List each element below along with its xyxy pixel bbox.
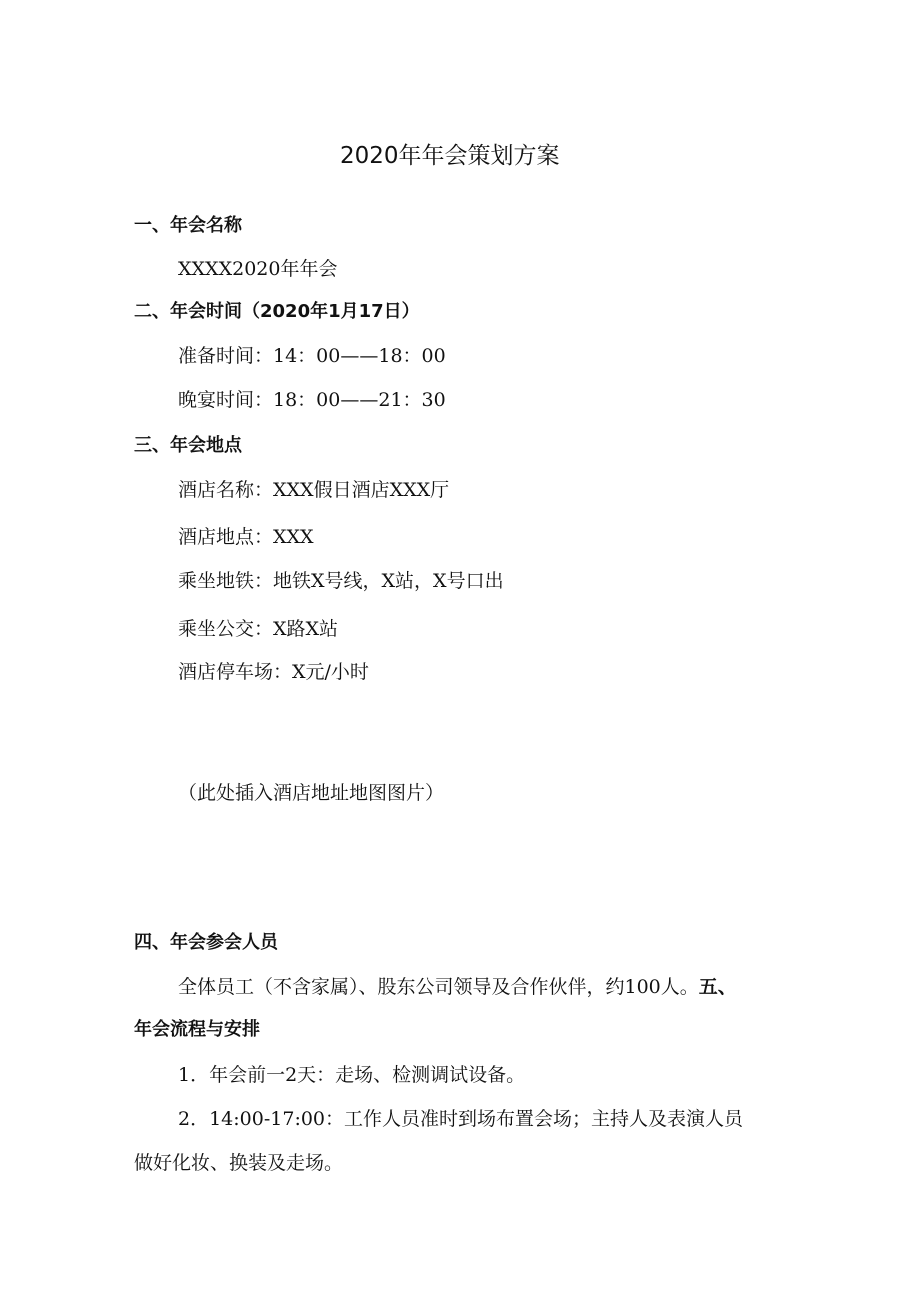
attendees-text [178, 975, 737, 999]
process-item-1: 1．年会前一2天：走场、检测调试设备。 [178, 1064, 526, 1086]
section-heading-location: 三、年会地点 [134, 435, 242, 456]
process-item-2: 2．14:00-17:00：工作人员准时到场布置会场；主持人及表演人员 [178, 1108, 744, 1130]
subway-text: 乘坐地铁：地铁X号线，X站，X号口出 [178, 570, 504, 592]
prep-time-text: 准备时间：14：00——18：00 [178, 345, 446, 367]
section-heading-name: 一、年会名称 [134, 215, 242, 236]
section-heading-time: 二、年会时间（2020年1月17日） [134, 301, 420, 322]
hotel-name-text: 酒店名称：XXX假日酒店XXX厅 [178, 479, 450, 501]
event-name-text: XXXX2020年年会 [178, 258, 338, 280]
hotel-address-text: 酒店地点：XXX [178, 526, 314, 548]
process-item-2-cont: 做好化妆、换装及走场。 [134, 1152, 344, 1174]
parking-text: 酒店停车场：X元/小时 [178, 661, 369, 683]
document-title: 2020年年会策划方案 [340, 143, 560, 169]
attendees-body: 全体员工（不含家属）、股东公司领导及合作伙伴，约100人。 [178, 976, 699, 998]
section-heading-process: 年会流程与安排 [134, 1019, 260, 1040]
dinner-time-text: 晚宴时间：18：00——21：30 [178, 389, 446, 411]
bus-text: 乘坐公交：X路X站 [178, 618, 339, 640]
section-heading-process-prefix: 五、 [698, 976, 737, 998]
section-heading-attendees: 四、年会参会人员 [134, 932, 278, 953]
map-placeholder-note: （此处插入酒店地址地图图片） [178, 782, 445, 804]
